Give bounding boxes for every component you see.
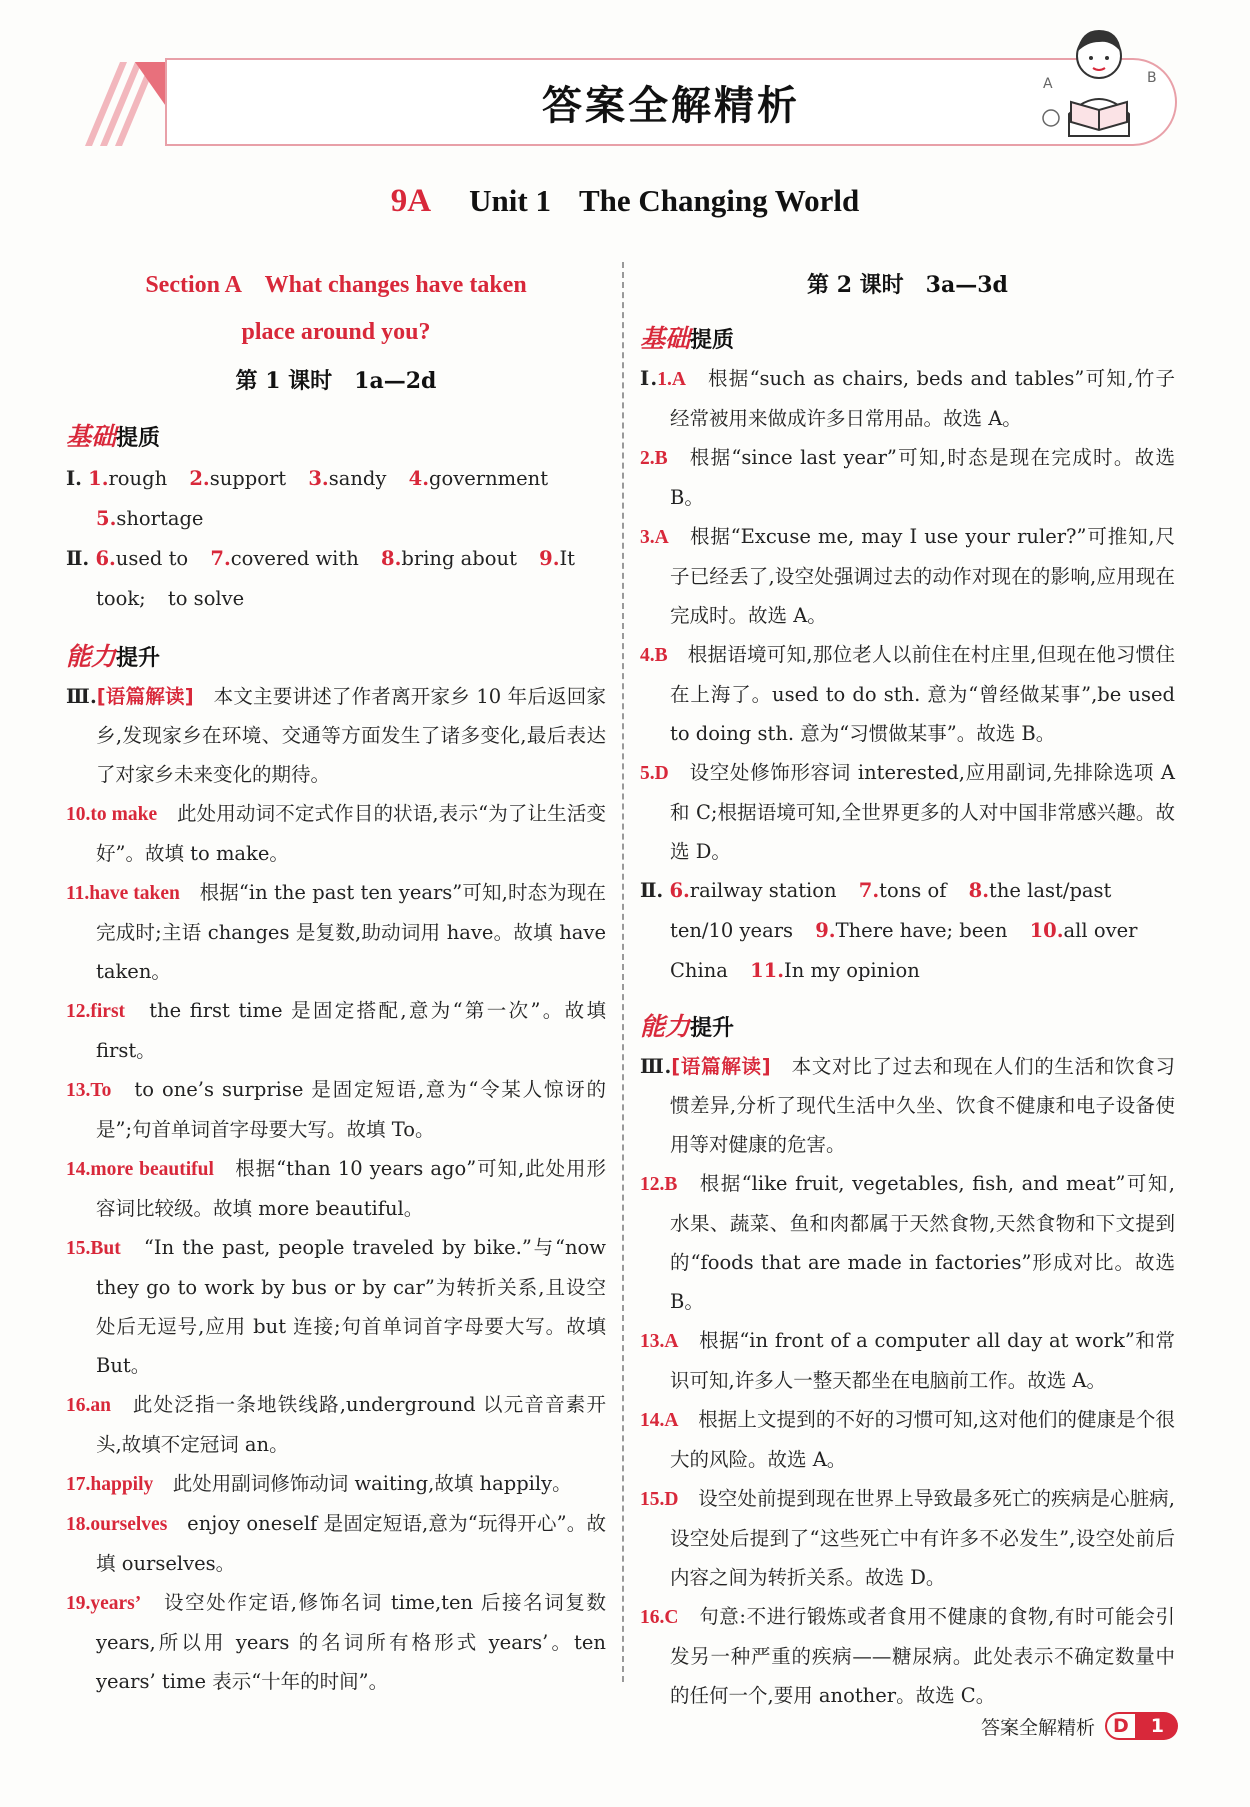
item-text: all over China [670,919,1138,982]
list-item [95,547,188,570]
roman-numeral: Ⅱ. [66,547,90,570]
item-text: bring about [401,547,517,570]
list-item [669,879,836,902]
answer-key: 15.D [640,1489,679,1510]
basic-heading-black: 提质 [116,426,161,451]
answer-explanation: 此处用副词修饰动词 waiting,故填 happily。 [172,1472,572,1495]
answer-entry [640,438,1175,517]
item-text: tons of [879,879,947,902]
roman-numeral: Ⅲ. [640,1055,672,1078]
roman-numeral: Ⅰ. [640,367,658,390]
list-item [308,467,386,490]
item-number: 6. [95,547,116,570]
answer-entry [66,1149,606,1228]
section-title-line2: place around you? [241,319,431,345]
svg-text:A: A [1043,76,1053,92]
answer-key: 12.B [640,1174,678,1195]
answer-entry [66,1385,606,1464]
part2-answers [66,539,606,619]
answer-entry [640,517,1175,635]
item-text: to solve [167,587,245,610]
answer-entry [640,1597,1175,1715]
unit-number: Unit 1 [469,183,551,218]
answer-entry [640,753,1175,871]
ability-heading-black: 提升 [690,1016,735,1041]
left-column [66,262,606,1701]
passage-tag: [语篇解读] [96,685,194,708]
basic-heading-red: 基础 [640,324,691,353]
footer-label: 答案全解精析 [980,1716,1095,1739]
answer-entry [640,359,1175,438]
roman-numeral: Ⅰ. [66,467,82,490]
item-number: 9. [539,547,560,570]
item-number: 7. [858,879,880,902]
answer-explanation: 根据“such as chairs, beds and tables”可知,竹子经常被用来做成许多日常用品。故选 A。 [670,367,1175,430]
answer-explanation: “In the past, people traveled by bike.”与“now they go to work by bus or by car”为转折关系,且设空处后无逗号,应用 but 连接;句首单词首字母要大写。故填 But。 [96,1236,606,1377]
ability-heading-black: 提升 [116,646,161,671]
item-number: 2. [189,467,210,490]
answer-key: 18.ourselves [66,1514,168,1535]
answer-entry [640,1479,1175,1597]
answer-explanation: 句意:不进行锻炼或者食用不健康的食物,有时可能会引发另一种严重的疾病——糖尿病。此处表示不确定数量中的任何一个,要用 another。故选 C。 [670,1605,1175,1707]
item-text: rough [108,467,168,490]
banner-title: 答案全解精析 [542,82,800,129]
answer-entry [66,873,606,991]
item-text: the last/past ten/10 years [670,879,1112,942]
list-item [815,919,1007,942]
basic-heading-black: 提质 [690,328,735,353]
unit-title [0,183,1250,220]
lesson-title: 第 2 课时 3a—3d [807,272,1008,298]
answer-entry [640,1321,1175,1400]
answer-key: 16.C [640,1607,679,1628]
answer-explanation: 根据上文提到的不好的习惯可知,这对他们的健康是个很大的风险。故选 A。 [670,1408,1175,1471]
right-column [640,262,1175,1715]
item-text: In my opinion [784,959,920,982]
answer-key: 14.A [640,1410,679,1431]
ability-heading [640,1007,1175,1043]
item-text: It took; [96,547,576,610]
answer-key: 5.D [640,763,669,784]
reading-girl-illustration [1029,18,1169,144]
item-text: railway station [689,879,837,902]
list-item [409,467,548,490]
item-text: covered with [230,547,359,570]
list-item [189,467,286,490]
answer-key: 14.more beautiful [66,1159,214,1180]
ability-heading-red: 能力 [66,642,117,671]
passage-summary [66,677,606,794]
unit-name: The Changing World [578,183,860,218]
page-number: 1 [1137,1712,1178,1740]
answer-explanation: 此处泛指一条地铁线路,underground 以元音音素开头,故填不定冠词 an。 [96,1393,606,1456]
item-number: 6. [669,879,690,902]
answer-key: 10.to make [66,804,158,825]
answer-key: 15.But [66,1238,121,1259]
answer-entry [640,635,1175,753]
roman-numeral: Ⅲ. [66,685,97,708]
item-number: 9. [815,919,836,942]
answer-explanation: 根据“Excuse me, may I use your ruler?”可推知,尺子已经丢了,设空处强调过去的动作对现在的影响,应用现在完成时。故选 A。 [670,525,1175,627]
list-item [381,547,517,570]
answer-explanation: 此处用动词不定式作目的状语,表示“为了让生活变好”。故填 to make。 [96,802,606,865]
basic-heading [66,417,606,453]
item-text: support [209,467,287,490]
item-number: 8. [968,879,990,902]
answer-explanation: 根据“than 10 years ago”可知,此处用形容词比较级。故填 more beautiful。 [96,1157,606,1220]
answer-explanation: to one’s surprise 是固定短语,意为“令某人惊讶的是”;句首单词首字母要大写。故填 To。 [96,1078,606,1141]
answer-explanation: 根据语境可知,那位老人以前住在村庄里,但现在他习惯住在上海了。used to do sth. 意为“曾经做某事”,be used to doing sth. 意为“习惯做某事”。故选 B。 [670,643,1175,745]
answer-entry [66,1070,606,1149]
item-number: 4. [408,467,429,490]
item-number: 8. [381,547,402,570]
answer-explanation: the first time 是固定搭配,意为“第一次”。故填 first。 [96,999,606,1062]
answer-explanation: 根据“like fruit, vegetables, fish, and meat”可知,水果、蔬菜、鱼和肉都属于天然食物,天然食物和下文提到的“foods that are made in factories”形成对比。故选 B。 [670,1172,1175,1313]
answer-entry [640,1164,1175,1321]
answer-entry [66,1583,606,1701]
answer-key: 13.To [66,1080,112,1101]
answer-key: 13.A [640,1331,679,1352]
item-number: 1. [88,467,109,490]
list-item [88,467,167,490]
answer-explanation: enjoy oneself 是固定短语,意为“玩得开心”。故填 ourselves。 [96,1512,606,1575]
footer-badge: D [1105,1712,1137,1740]
item-number: 11. [750,959,785,982]
answer-entry [66,991,606,1070]
page-footer [981,1712,1178,1740]
passage-summary [640,1047,1175,1164]
lesson-title: 第 1 课时 1a—2d [235,368,437,394]
item-number: 3. [308,467,329,490]
header-banner [65,58,1177,146]
roman-numeral: Ⅱ. [640,879,664,902]
answer-explanation: 根据“in front of a computer all day at work”和常识可知,许多人一整天都坐在电脑前工作。故选 A。 [670,1329,1175,1392]
ability-heading [66,637,606,673]
answer-key: 11.have taken [66,883,180,904]
answer-entry [66,1504,606,1583]
section-title-line1: Section A What changes have taken [145,272,527,298]
answer-key: 19.years’ [66,1593,142,1614]
item-text: shortage [116,507,204,530]
item-number: 5. [96,507,117,530]
answer-key: 17.happily [66,1474,154,1495]
part1-answers [66,459,606,539]
column-divider [622,262,624,1682]
item-text: There have; been [835,919,1008,942]
item-number: 10. [1029,919,1064,942]
list-item [750,959,920,982]
section-title [66,262,606,356]
answer-explanation: 根据“since last year”可知,时态是现在完成时。故选 B。 [670,446,1175,509]
item-number: 7. [210,547,231,570]
list-item [859,879,947,902]
answer-entry [66,1228,606,1385]
list-item [96,507,203,530]
answer-explanation: 设空处修饰形容词 interested,应用副词,先排除选项 A 和 C;根据语境可知,全世界更多的人对中国非常感兴趣。故选 D。 [670,761,1175,863]
answer-entry [66,1464,606,1504]
answer-key: 16.an [66,1395,111,1416]
passage-tag: [语篇解读] [671,1055,771,1078]
part2-answers [640,871,1175,991]
answer-entry [66,794,606,873]
answer-key: 4.B [640,645,668,666]
ability-heading-red: 能力 [640,1012,691,1041]
passage-text: 本文主要讲述了作者离开家乡 10 年后返回家乡,发现家乡在环境、交通等方面发生了诸多变化,最后表达了对家乡未来变化的期待。 [96,685,606,786]
svg-text:B: B [1147,70,1157,86]
item-text: sandy [328,467,387,490]
answer-key: 2.B [640,448,668,469]
answer-explanation: 根据“in the past ten years”可知,时态为现在完成时;主语 changes 是复数,助动词用 have。故填 have taken。 [96,881,606,983]
item-text: government [428,467,549,490]
answer-explanation: 设空处作定语,修饰名词 time,ten 后接名词复数 years,所以用 years 的名词所有格形式 years’。ten years’ time 表示“十年的时间”。 [96,1591,606,1693]
basic-heading-red: 基础 [66,422,117,451]
answer-key: 1.A [657,369,686,390]
basic-heading [640,319,1175,355]
answer-key: 3.A [640,527,669,548]
passage-text: 本文对比了过去和现在人们的生活和饮食习惯差异,分析了现代生活中久坐、饮食不健康和电子设备使用等对健康的危害。 [670,1055,1175,1156]
answer-explanation: 设空处前提到现在世界上导致最多死亡的疾病是心脏病,设空处后提到了“这些死亡中有许多不必发生”,设空处前后内容之间为转折关系。故选 D。 [670,1487,1175,1589]
answer-key: 12.first [66,1001,126,1022]
item-text: used to [115,547,189,570]
list-item [210,547,358,570]
unit-grade: 9A [390,183,432,219]
answer-entry [640,1400,1175,1479]
